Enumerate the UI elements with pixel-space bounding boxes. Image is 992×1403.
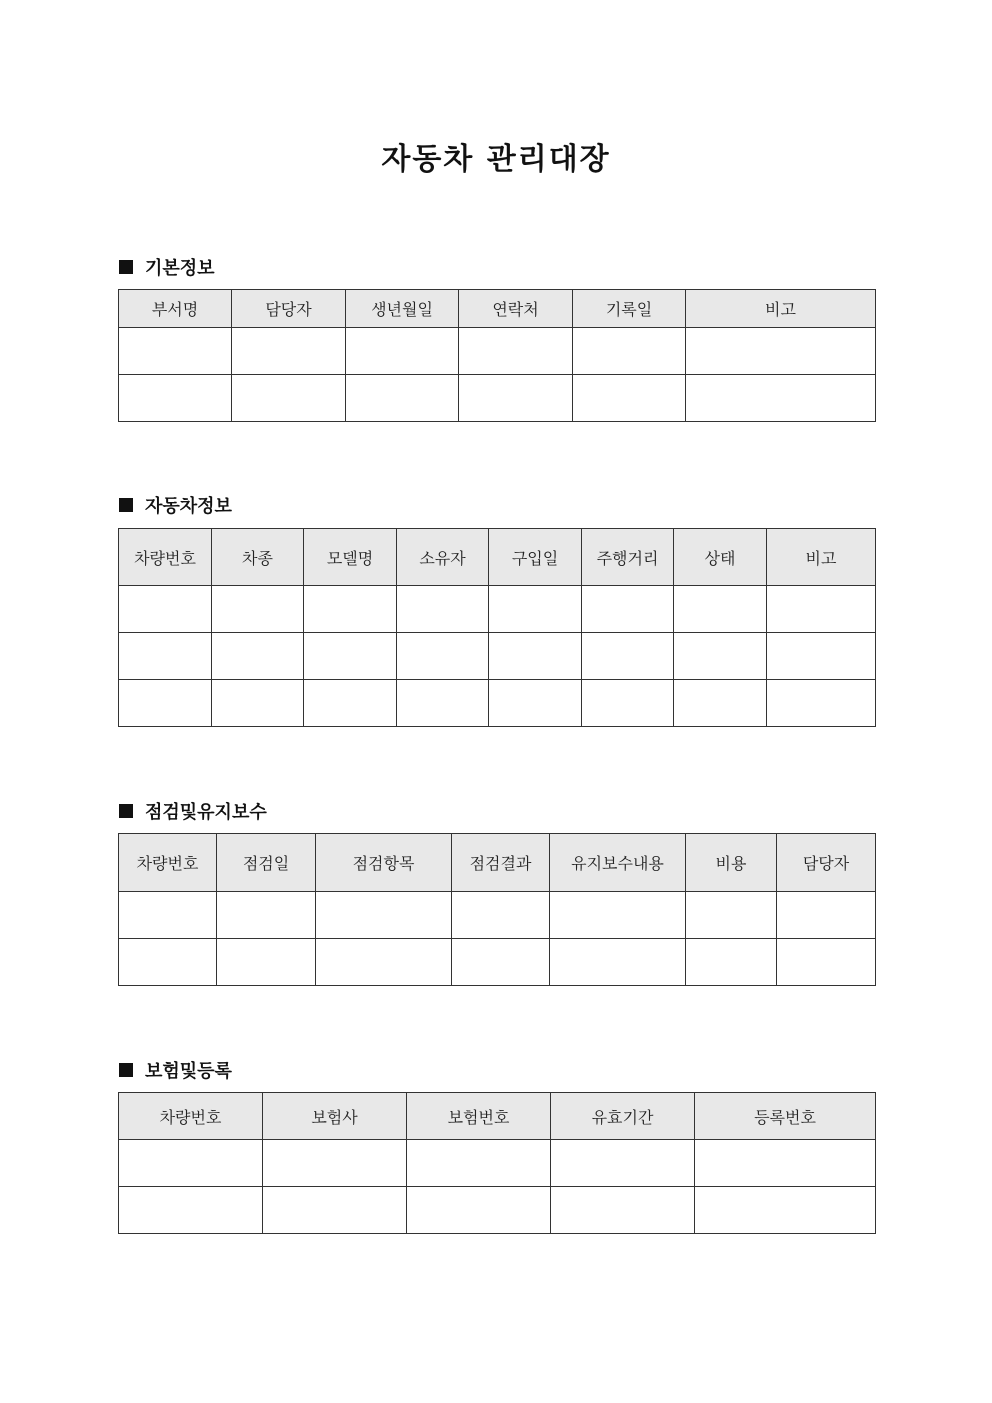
column-header: 기록일 [573,290,686,328]
section-heading-label: 자동차정보 [145,496,232,517]
column-header: 점검결과 [452,834,550,892]
column-header: 보험번호 [407,1093,551,1140]
table-cell[interactable] [397,633,489,680]
column-header: 차량번호 [119,1093,263,1140]
table-cell[interactable] [304,633,397,680]
table-cell[interactable] [212,633,304,680]
vehicle-info-table [118,528,876,727]
document-title: 자동차 관리대장 [381,142,611,177]
table-cell[interactable] [686,892,777,939]
table-cell[interactable] [767,633,876,680]
table-cell[interactable] [777,939,876,986]
table-cell[interactable] [489,680,582,727]
section-heading-insurance-registration [119,1057,232,1083]
table-row [119,328,876,375]
section-heading-label: 점검및유지보수 [145,802,267,823]
table-cell[interactable] [452,939,550,986]
table-header-row [119,1093,876,1140]
table-cell[interactable] [232,328,346,375]
table-cell[interactable] [119,939,217,986]
section-heading-inspection-maintenance [119,798,267,824]
table-cell[interactable] [573,375,686,422]
column-header: 비용 [686,834,777,892]
square-bullet-icon [119,804,133,818]
table-cell[interactable] [551,1187,695,1234]
table-cell[interactable] [686,328,876,375]
table-cell[interactable] [695,1187,876,1234]
square-bullet-icon [119,1063,133,1077]
inspection-maintenance-table [118,833,876,986]
insurance-registration-table [118,1092,876,1234]
table-cell[interactable] [674,680,767,727]
table-cell[interactable] [316,939,452,986]
table-row [119,586,876,633]
column-header: 보험사 [263,1093,407,1140]
table-cell[interactable] [686,939,777,986]
column-header: 담당자 [232,290,346,328]
table-cell[interactable] [346,328,459,375]
table-cell[interactable] [304,680,397,727]
table-cell[interactable] [397,680,489,727]
column-header: 부서명 [119,290,232,328]
table-cell[interactable] [674,633,767,680]
table-cell[interactable] [119,892,217,939]
table-cell[interactable] [459,328,573,375]
column-header: 담당자 [777,834,876,892]
section-heading-vehicle-info [119,492,232,518]
column-header: 생년월일 [346,290,459,328]
table-cell[interactable] [397,586,489,633]
table-cell[interactable] [582,586,674,633]
table-cell[interactable] [767,586,876,633]
column-header: 유지보수내용 [550,834,686,892]
table-cell[interactable] [119,680,212,727]
column-header: 차량번호 [119,529,212,586]
table-row [119,892,876,939]
table-cell[interactable] [407,1187,551,1234]
column-header: 비고 [767,529,876,586]
column-header: 차량번호 [119,834,217,892]
table-cell[interactable] [119,1187,263,1234]
table-cell[interactable] [407,1140,551,1187]
table-cell[interactable] [119,328,232,375]
table-cell[interactable] [550,892,686,939]
column-header: 상태 [674,529,767,586]
basic-info-table [118,289,876,422]
table-cell[interactable] [119,586,212,633]
table-row [119,633,876,680]
column-header: 유효기간 [551,1093,695,1140]
table-cell[interactable] [346,375,459,422]
column-header: 구입일 [489,529,582,586]
table-row [119,375,876,422]
table-cell[interactable] [686,375,876,422]
table-row [119,1140,876,1187]
table-cell[interactable] [551,1140,695,1187]
column-header: 점검항목 [316,834,452,892]
column-header: 차종 [212,529,304,586]
table-cell[interactable] [263,1140,407,1187]
table-cell[interactable] [582,633,674,680]
square-bullet-icon [119,260,133,274]
table-cell[interactable] [212,586,304,633]
table-cell[interactable] [119,1140,263,1187]
square-bullet-icon [119,498,133,512]
table-cell[interactable] [119,633,212,680]
table-cell[interactable] [550,939,686,986]
table-cell[interactable] [695,1140,876,1187]
table-cell[interactable] [573,328,686,375]
table-cell[interactable] [304,586,397,633]
column-header: 점검일 [217,834,316,892]
table-header-row [119,529,876,586]
table-cell[interactable] [212,680,304,727]
section-heading-label: 보험및등록 [145,1061,232,1082]
table-cell[interactable] [316,892,452,939]
table-row [119,1187,876,1234]
table-cell[interactable] [232,375,346,422]
column-header: 등록번호 [695,1093,876,1140]
table-row [119,939,876,986]
table-cell[interactable] [217,892,316,939]
table-cell[interactable] [777,892,876,939]
table-cell[interactable] [217,939,316,986]
table-cell[interactable] [489,586,582,633]
table-header-row [119,834,876,892]
table-cell[interactable] [119,375,232,422]
column-header: 비고 [686,290,876,328]
section-heading-basic-info [119,254,215,280]
table-header-row [119,290,876,328]
table-cell[interactable] [263,1187,407,1234]
table-cell[interactable] [582,680,674,727]
column-header: 주행거리 [582,529,674,586]
column-header: 연락처 [459,290,573,328]
column-header: 모델명 [304,529,397,586]
table-row [119,680,876,727]
table-cell[interactable] [767,680,876,727]
section-heading-label: 기본정보 [145,258,215,279]
table-cell[interactable] [674,586,767,633]
column-header: 소유자 [397,529,489,586]
table-cell[interactable] [459,375,573,422]
table-cell[interactable] [452,892,550,939]
table-cell[interactable] [489,633,582,680]
